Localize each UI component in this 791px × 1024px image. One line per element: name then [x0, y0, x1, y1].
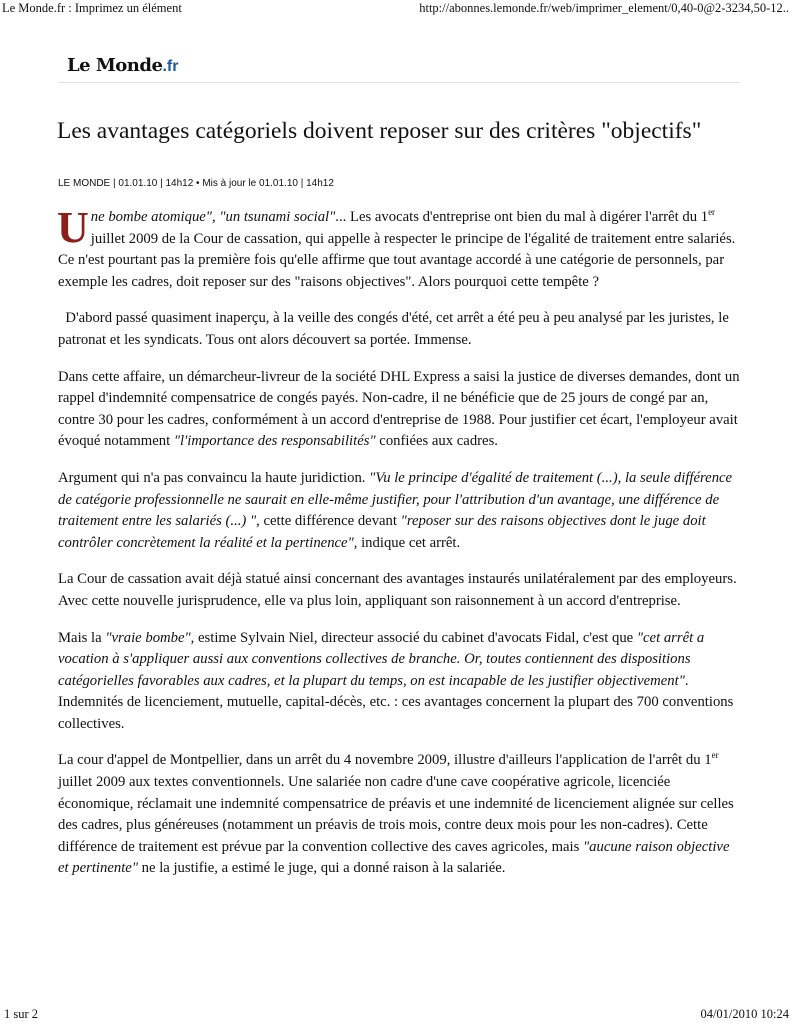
article-title: Les avantages catégoriels doivent reposer sur des critères "objectifs" — [57, 118, 702, 144]
browser-page-title: Le Monde.fr : Imprimez un élément — [2, 1, 182, 15]
p6-text-2: , estime Sylvain Niel, directeur associé du cabinet d'avocats Fidal, c'est que — [190, 629, 637, 646]
p7-text-1: La cour d'appel de Montpellier, dans un arrêt du 4 novembre 2009, illustre d'ailleurs l'application de l'arrêt du 1 — [58, 752, 712, 769]
p3-quote-1: "l'importance des responsabilités" — [173, 433, 376, 450]
paragraph-1 — [57, 203, 742, 293]
p7-superscript: er — [711, 750, 719, 761]
article-body — [57, 203, 742, 895]
p7-quote-1: "aucune raison objective et pertinente" — [58, 838, 730, 877]
p1-text-1: ... Les avocats d'entreprise ont bien du mal à digérer l'arrêt du 1 — [335, 209, 709, 225]
p4-quote-1: "Vu le principe d'égalité de traitement (...), la seule différence de catégorie professionnelle ne saurait en elle-même justifier, pour l'attribution d'un avantage, une différence de traitement entre les salariés (...) " — [58, 469, 733, 530]
p1-superscript: er — [708, 207, 716, 218]
paragraph-7 — [58, 750, 742, 880]
le-monde-logo[interactable] — [67, 55, 178, 76]
page-counter: 1 sur 2 — [4, 1007, 39, 1021]
paragraph-4 — [58, 468, 742, 554]
p1-quote: ne bombe atomique", "un tsunami social" — [90, 209, 336, 225]
print-datetime: 04/01/2010 10:24 — [700, 1007, 789, 1021]
p6-text-1: Mais la — [58, 629, 106, 646]
p2-text: D'abord passé quasiment inaperçu, à la veille des congés d'été, cet arrêt a été peu à peu analysé par les juristes, le patronat et les syndicats. Tous ont alors découvert sa portée. Immense. — [58, 310, 729, 348]
drop-cap: U — [57, 203, 89, 252]
p7-text-3: ne la justifie, a estimé le juge, qui a donné raison à la salariée. — [138, 860, 506, 877]
paragraph-6 — [58, 628, 742, 736]
article-byline: LE MONDE | 01.01.10 | 14h12 • Mis à jour le 01.01.10 | 14h12 — [58, 178, 334, 189]
p1-text-2: juillet 2009 de la Cour de cassation, qui appelle à respecter le principe de l'égalité de traitement entre salariés. Ce n'est pourtant pas la première fois qu'elle affirme que tout avantage accordé à une catégorie de personnels, par exemple les cadres, doit reposer sur des "raisons objectives". Alors pourquoi cette tempête ? — [58, 230, 736, 290]
logo-name: Le Monde — [67, 55, 163, 76]
p6-quote-2: "cet arrêt a vocation à s'appliquer aussi aux conventions collectives de branche. Or, toutes contiennent des dispositions catégorielles favorables aux cadres, et la plupart du temps, on est incapable de les justifier objectivement" — [58, 629, 705, 689]
paragraph-2 — [58, 308, 742, 351]
p5-text: La Cour de cassation avait déjà statué ainsi concernant des avantages instaurés unilatéralement par des employeurs. Avec cette nouvelle jurisprudence, elle va plus loin, appliquant son raisonnement à un accord d'entreprise. — [58, 571, 737, 609]
p6-quote-1: "vraie bombe" — [105, 629, 191, 646]
p3-text-1: Dans cette affaire, un démarcheur-livreur de la société DHL Express a saisi la justice de diverses demandes, dont un rappel d'indemnité compensatrice de congés payés. Non-cadre, il ne bénéficie que de 25 jours de congé par an, contre 30 pour les cadres, conformément à un accord d'entreprise de 1988. Pour justifier cet écart, l'employeur avait évoqué notamment — [58, 368, 740, 450]
header-divider — [58, 82, 740, 83]
p6-text-3: . Indemnités de licenciement, mutuelle, capital-décès, etc. : ces avantages concernent la plupart des 700 conventions collectives. — [58, 672, 734, 732]
paragraph-5 — [58, 569, 742, 612]
browser-url: http://abonnes.lemonde.fr/web/imprimer_element/0,40-0@2-3234,50-12.. — [419, 1, 789, 15]
p4-text-1: Argument qui n'a pas convaincu la haute juridiction. — [58, 469, 370, 486]
p4-quote-2: "reposer sur des raisons objectives dont le juge doit contrôler concrètement la réalité et la pertinence" — [58, 513, 706, 551]
p4-text-3: , indique cet arrêt. — [353, 534, 461, 551]
p3-text-2: confiées aux cadres. — [375, 433, 498, 450]
logo-suffix: .fr — [162, 58, 179, 75]
paragraph-3 — [58, 367, 742, 453]
p4-text-2: , cette différence devant — [256, 513, 401, 530]
p7-text-2: juillet 2009 aux textes conventionnels. Une salariée non cadre d'une cave coopérative agricole, licenciée économique, réclamait une indemnité compensatrice de préavis et une indemnité de licenciement alignée sur celles des cadres, plus généreuses (notamment un préavis de trois mois, contre deux mois pour les non-cadres). Cette différence de traitement est prévue par la convention collective des caves agricoles, mais — [58, 774, 734, 855]
